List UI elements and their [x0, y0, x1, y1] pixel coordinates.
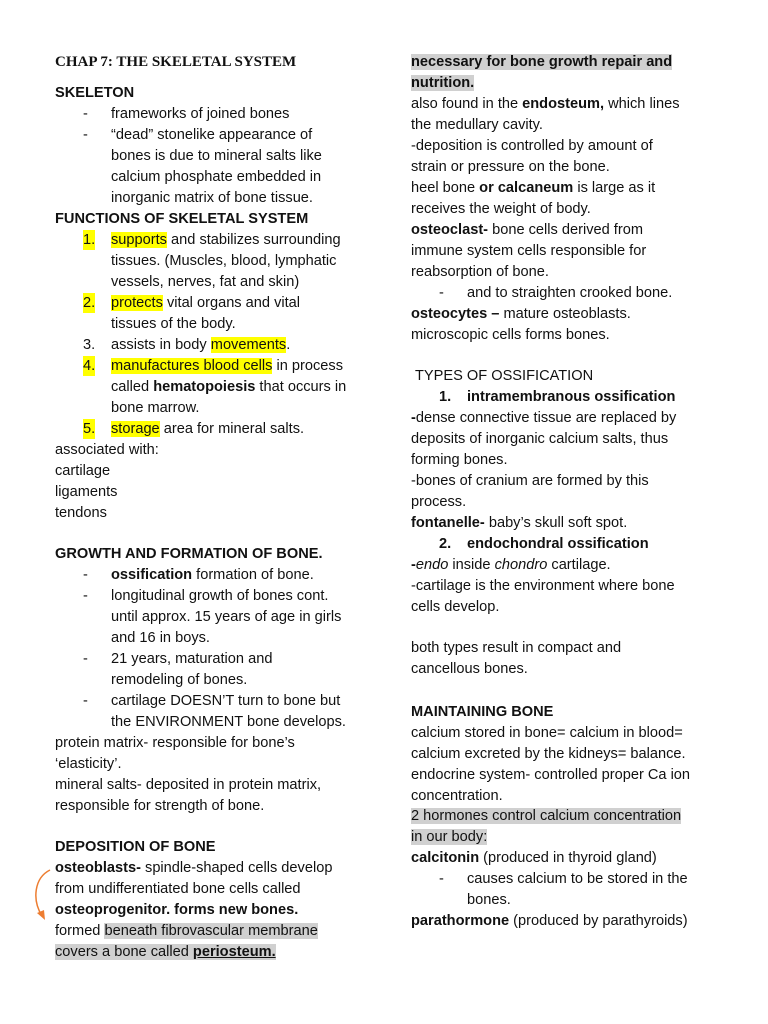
osteoblast-cont-line: nutrition.	[411, 75, 475, 91]
function-item-1-cont: tissues. (Muscles, blood, lymphatic	[111, 253, 337, 269]
ossification-type-1-line: forming bones.	[411, 452, 508, 468]
calcitonin-line: calcitonin (produced in thyroid gland)	[411, 850, 657, 866]
chapter-title: CHAP 7: THE SKELETAL SYSTEM	[55, 54, 297, 70]
growth-heading: GROWTH AND FORMATION OF BONE.	[55, 546, 323, 562]
associated-line: ligaments	[55, 484, 118, 500]
calcitonin-item-cont: bones.	[467, 892, 511, 908]
osteocytes-line: osteocytes – mature osteoblasts.	[411, 306, 631, 322]
function-item-4-cont: bone marrow.	[111, 400, 200, 416]
mineral-salts-line: responsible for strength of bone.	[55, 798, 265, 814]
osteoblasts-line: from undifferentiated bone cells called	[55, 881, 301, 897]
hormones-line: 2 hormones control calcium concentration	[411, 808, 682, 824]
ossification-type-2-line: cells develop.	[411, 599, 500, 615]
osteocytes-line: microscopic cells forms bones.	[411, 327, 610, 343]
deposition-heading: DEPOSITION OF BONE	[55, 839, 216, 855]
deposition-control-line: -deposition is controlled by amount of	[411, 138, 653, 154]
function-item-4-cont: called hematopoiesis that occurs in	[111, 379, 347, 395]
maintaining-line: calcium excreted by the kidneys= balance.	[411, 746, 686, 762]
ossification-type-1-line: deposits of inorganic calcium salts, thus	[411, 431, 669, 447]
ossification-type-1-line: -bones of cranium are formed by this	[411, 473, 649, 489]
osteoblasts-line: covers a bone called periosteum.	[55, 944, 276, 960]
skeleton-item-cont: bones is due to mineral salts like	[111, 148, 322, 164]
osteoclast-line: osteoclast- bone cells derived from	[411, 222, 643, 238]
growth-item-cont: remodeling of bones.	[111, 672, 248, 688]
ossification-type-2-line: -cartilage is the environment where bone	[411, 578, 675, 594]
growth-item-cont: and 16 in boys.	[111, 630, 210, 646]
protein-matrix-line: ‘elasticity’.	[55, 756, 122, 772]
deposition-control-line: strain or pressure on the bone.	[411, 159, 610, 175]
curved-arrow-icon	[28, 866, 58, 926]
osteoclast-line: reabsorption of bone.	[411, 264, 549, 280]
calcaneum-line: heel bone or calcaneum is large as it	[411, 180, 656, 196]
maintaining-line: endocrine system- controlled proper Ca ion	[411, 767, 691, 783]
function-item-1-cont: vessels, nerves, fat and skin)	[111, 274, 300, 290]
skeleton-item-cont: calcium phosphate embedded in	[111, 169, 322, 185]
associated-line: cartilage	[55, 463, 111, 479]
protein-matrix-line: protein matrix- responsible for bone’s	[55, 735, 295, 751]
osteoclast-line: immune system cells responsible for	[411, 243, 647, 259]
functions-heading: FUNCTIONS OF SKELETAL SYSTEM	[55, 211, 309, 227]
associated-line: associated with:	[55, 442, 159, 458]
parathormone-line: parathormone (produced by parathyroids)	[411, 913, 688, 929]
maintaining-line: concentration.	[411, 788, 503, 804]
maintaining-heading: MAINTAINING BONE	[411, 704, 554, 720]
skeleton-heading: SKELETON	[55, 85, 135, 101]
function-item-2-cont: tissues of the body.	[111, 316, 236, 332]
ossification-type-2-line: -endo inside chondro cartilage.	[411, 557, 611, 573]
hormones-line: in our body:	[411, 829, 488, 845]
calcaneum-line: receives the weight of body.	[411, 201, 591, 217]
both-types-line: cancellous bones.	[411, 661, 528, 677]
endosteum-line: the medullary cavity.	[411, 117, 543, 133]
ossification-type-1-line: process.	[411, 494, 467, 510]
maintaining-line: calcium stored in bone= calcium in blood=	[411, 725, 683, 741]
osteoblast-cont-line: necessary for bone growth repair and	[411, 54, 673, 70]
growth-item-cont: the ENVIRONMENT bone develops.	[111, 714, 346, 730]
associated-line: tendons	[55, 505, 107, 521]
types-heading: TYPES OF OSSIFICATION	[415, 368, 594, 384]
both-types-line: both types result in compact and	[411, 640, 622, 656]
endosteum-line: also found in the endosteum, which lines	[411, 96, 680, 112]
skeleton-item-cont: inorganic matrix of bone tissue.	[111, 190, 313, 206]
fontanelle-line: fontanelle- baby’s skull soft spot.	[411, 515, 628, 531]
osteoblasts-line: osteoblasts- spindle-shaped cells develop	[55, 860, 333, 876]
mineral-salts-line: mineral salts- deposited in protein matrix,	[55, 777, 322, 793]
osteoblasts-line: formed beneath fibrovascular membrane	[55, 923, 318, 939]
growth-item-cont: until approx. 15 years of age in girls	[111, 609, 342, 625]
ossification-type-1-line: -dense connective tissue are replaced by	[411, 410, 677, 426]
osteoblasts-line: osteoprogenitor. forms new bones.	[55, 902, 299, 918]
